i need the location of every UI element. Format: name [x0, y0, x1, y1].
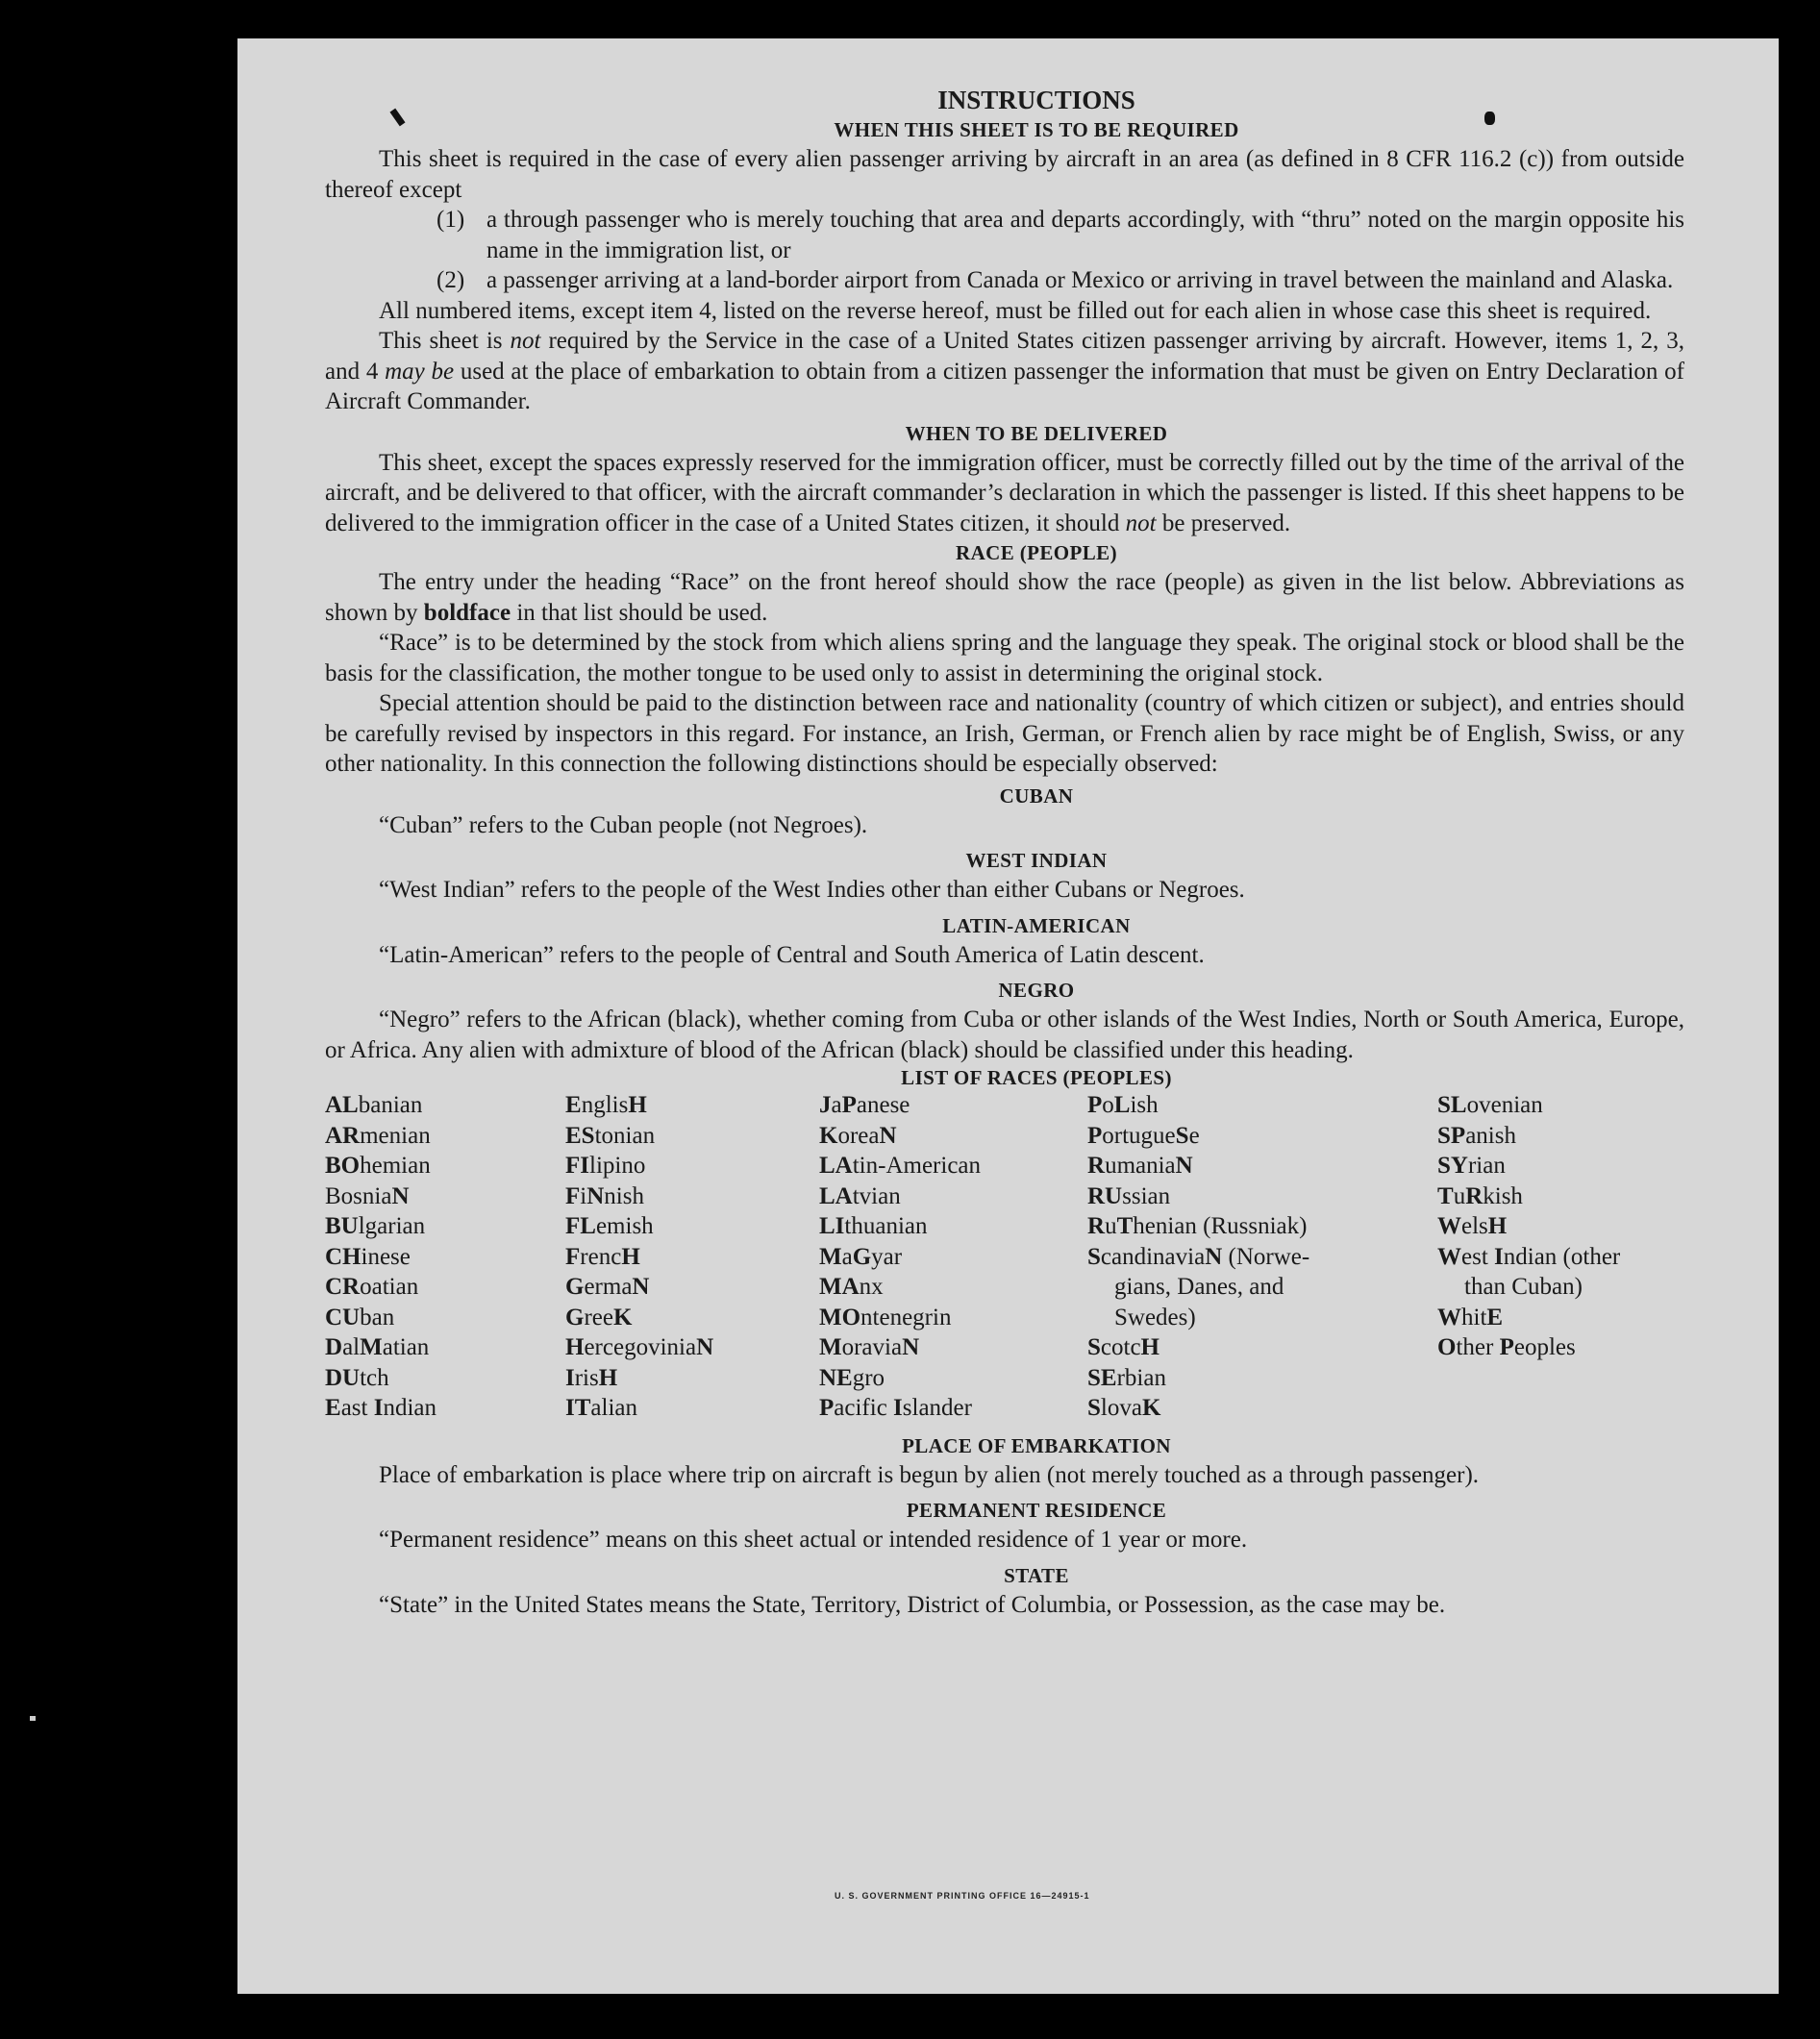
- race-entry: than Cuban): [1464, 1274, 1583, 1300]
- race-column: [1087, 1090, 1437, 1424]
- paragraph: All numbered items, except item 4, listed on the reverse hereof, must be filled out for each alien in whose case this sheet is required.: [379, 297, 1652, 324]
- section-heading: PERMANENT RESIDENCE: [906, 1499, 1167, 1522]
- section-heading: RACE (PEOPLE): [956, 541, 1117, 564]
- race-entry: SPanish: [1437, 1122, 1516, 1149]
- race-entry: EnglisH: [565, 1092, 647, 1118]
- section-heading: LATIN-AMERICAN: [942, 913, 1131, 937]
- race-entry: WelsH: [1437, 1213, 1508, 1239]
- race-entry: LAtvian: [819, 1182, 901, 1209]
- race-entry: MoraviaN: [819, 1334, 920, 1360]
- paragraph: This sheet is required in the case of every alien passenger arriving by aircraft in an area (as defined in 8 CFR 116.2 (c)) from outside thereof except: [325, 146, 1684, 203]
- race-entry: SlovaK: [1087, 1395, 1161, 1421]
- race-entry: GreeK: [565, 1304, 633, 1330]
- race-entry: IrisH: [565, 1364, 618, 1391]
- section-heading: CUBAN: [999, 783, 1074, 808]
- race-entry: PortugueSe: [1087, 1122, 1200, 1149]
- race-entry: BUlgarian: [325, 1213, 426, 1239]
- race-entry: CUban: [325, 1304, 395, 1330]
- paragraph: “Race” is to be determined by the stock from which aliens spring and the language they speak. The original stock or blood shall be the basis for the classification, the mother tongue to be used only to assist in determining the original stock.: [325, 630, 1684, 686]
- race-entry: BosniaN: [325, 1182, 410, 1209]
- race-entry: ITalian: [565, 1395, 637, 1421]
- race-entry: ARmenian: [325, 1122, 431, 1149]
- race-entry: HercegoviniaN: [565, 1334, 714, 1360]
- paragraph: Place of embarkation is place where trip on aircraft is begun by alien (not merely touched as a through passenger).: [379, 1461, 1480, 1488]
- paragraph: Special attention should be paid to the distinction between race and nationality (country of which citizen or subject), and entries should be carefully revised by inspectors in this regard. For instance, an Irish, German, or French alien by race might be of English, Swiss, or any other nationality. In this connection the following distinctions should be especially observed:: [325, 690, 1684, 777]
- race-entry: ScotcH: [1087, 1334, 1159, 1360]
- page-title: INSTRUCTIONS: [937, 86, 1135, 114]
- numbered-item: [325, 265, 1684, 296]
- race-entry: SErbian: [1087, 1364, 1166, 1391]
- race-entry: FIlipino: [565, 1153, 646, 1179]
- race-entry: RuThenian (Russniak): [1087, 1213, 1308, 1239]
- race-column: [819, 1090, 1087, 1424]
- race-entry: SLovenian: [1437, 1092, 1543, 1118]
- numbered-item: [325, 205, 1684, 265]
- race-column: [565, 1090, 819, 1424]
- race-list: [325, 1090, 1684, 1424]
- section-heading: PLACE OF EMBARKATION: [902, 1433, 1171, 1457]
- paragraph: “State” in the United States means the State, Territory, District of Columbia, or Possession, as the case may be.: [379, 1591, 1446, 1618]
- race-entry: Other Peoples: [1437, 1334, 1576, 1360]
- race-entry: DalMatian: [325, 1334, 430, 1360]
- instructions-text: [325, 85, 1684, 1620]
- paragraph: The entry under the heading “Race” on the front hereof should show the race (people) as given in the list below. Abbreviations as shown by boldface in that list should be used.: [325, 569, 1684, 626]
- race-entry: EStonian: [565, 1122, 656, 1149]
- race-entry: MaGyar: [819, 1243, 903, 1270]
- race-entry: DUtch: [325, 1364, 389, 1391]
- race-entry: CRoatian: [325, 1274, 419, 1300]
- race-column: [1437, 1090, 1683, 1424]
- paragraph: “West Indian” refers to the people of the West Indies other than either Cubans or Negroes.: [379, 877, 1245, 903]
- race-entry: BOhemian: [325, 1153, 431, 1179]
- section-heading: NEGRO: [998, 979, 1075, 1002]
- race-entry: ALbanian: [325, 1092, 423, 1118]
- race-entry: GermaN: [565, 1274, 650, 1300]
- paragraph: “Negro” refers to the African (black), whether coming from Cuba or other islands of the West Indies, North or South America, Europe, or Africa. Any alien with admixture of blood of the African (black) should be classified under this heading.: [325, 1007, 1684, 1063]
- section-heading: LIST OF RACES (PEOPLES): [901, 1066, 1172, 1089]
- race-entry: NEgro: [819, 1364, 885, 1391]
- paragraph: This sheet, except the spaces expressly reserved for the immigration officer, must be correctly filled out by the time of the arrival of the aircraft, and be delivered to that officer, with the aircraft commander’s declaration in which the passenger is listed. If this sheet happens to be delivered to the immigration officer in the case of a United States citizen, it should not be preserved.: [325, 449, 1684, 536]
- race-column: [325, 1090, 565, 1424]
- race-entry: LAtin-American: [819, 1153, 982, 1179]
- item-text: a passenger arriving at a land-border airport from Canada or Mexico or arriving in travel between the mainland and Alaska.: [486, 267, 1674, 293]
- race-entry: West Indian (other: [1437, 1243, 1621, 1270]
- race-entry: LIthuanian: [819, 1213, 928, 1239]
- printing-office-imprint: U. S. GOVERNMENT PRINTING OFFICE 16—24915-1: [835, 1891, 1090, 1901]
- race-entry: JaPanese: [819, 1092, 910, 1118]
- item-number: (2): [436, 267, 465, 293]
- race-entry: FrencH: [565, 1243, 640, 1270]
- section-heading: WHEN TO BE DELIVERED: [905, 421, 1168, 445]
- paragraph: “Latin-American” refers to the people of Central and South America of Latin descent.: [379, 941, 1205, 968]
- paragraph: “Cuban” refers to the Cuban people (not Negroes).: [379, 811, 868, 838]
- race-entry: RumaniaN: [1087, 1153, 1193, 1179]
- race-entry: Pacific Islander: [819, 1395, 972, 1421]
- race-entry: gians, Danes, and: [1114, 1274, 1284, 1300]
- race-entry: FiNnish: [565, 1182, 644, 1209]
- paragraph: “Permanent residence” means on this sheet actual or intended residence of 1 year or more.: [379, 1527, 1248, 1553]
- race-entry: PoLish: [1087, 1092, 1159, 1118]
- race-entry: MAnx: [819, 1274, 884, 1300]
- race-entry: KoreaN: [819, 1122, 897, 1149]
- race-entry: MOntenegrin: [819, 1304, 952, 1330]
- race-entry: FLemish: [565, 1213, 654, 1239]
- race-entry: RUssian: [1087, 1182, 1171, 1209]
- item-text: a through passenger who is merely touching that area and departs accordingly, with “thru” noted on the margin opposite his name in the immigration list, or: [486, 207, 1684, 263]
- section-heading: WHEN THIS SHEET IS TO BE REQUIRED: [834, 118, 1239, 141]
- race-entry: SYrian: [1437, 1153, 1506, 1179]
- race-entry: TuRkish: [1437, 1182, 1523, 1209]
- paragraph: This sheet is not required by the Service in the case of a United States citizen passenger arriving by aircraft. However, items 1, 2, 3, and 4 may be used at the place of embarkation to obtain from a citizen passenger the information that must be given on Entry Declaration of Aircraft Commander.: [325, 328, 1685, 414]
- item-number: (1): [436, 207, 465, 233]
- race-entry: CHinese: [325, 1243, 411, 1270]
- race-entry: East Indian: [325, 1395, 436, 1421]
- race-entry: WhitE: [1437, 1304, 1504, 1330]
- section-heading: WEST INDIAN: [965, 849, 1108, 872]
- race-entry: Swedes): [1114, 1304, 1196, 1330]
- race-entry: ScandinaviaN (Norwe-: [1087, 1243, 1310, 1270]
- scan-speck: [30, 1716, 36, 1721]
- section-heading: STATE: [1004, 1563, 1069, 1587]
